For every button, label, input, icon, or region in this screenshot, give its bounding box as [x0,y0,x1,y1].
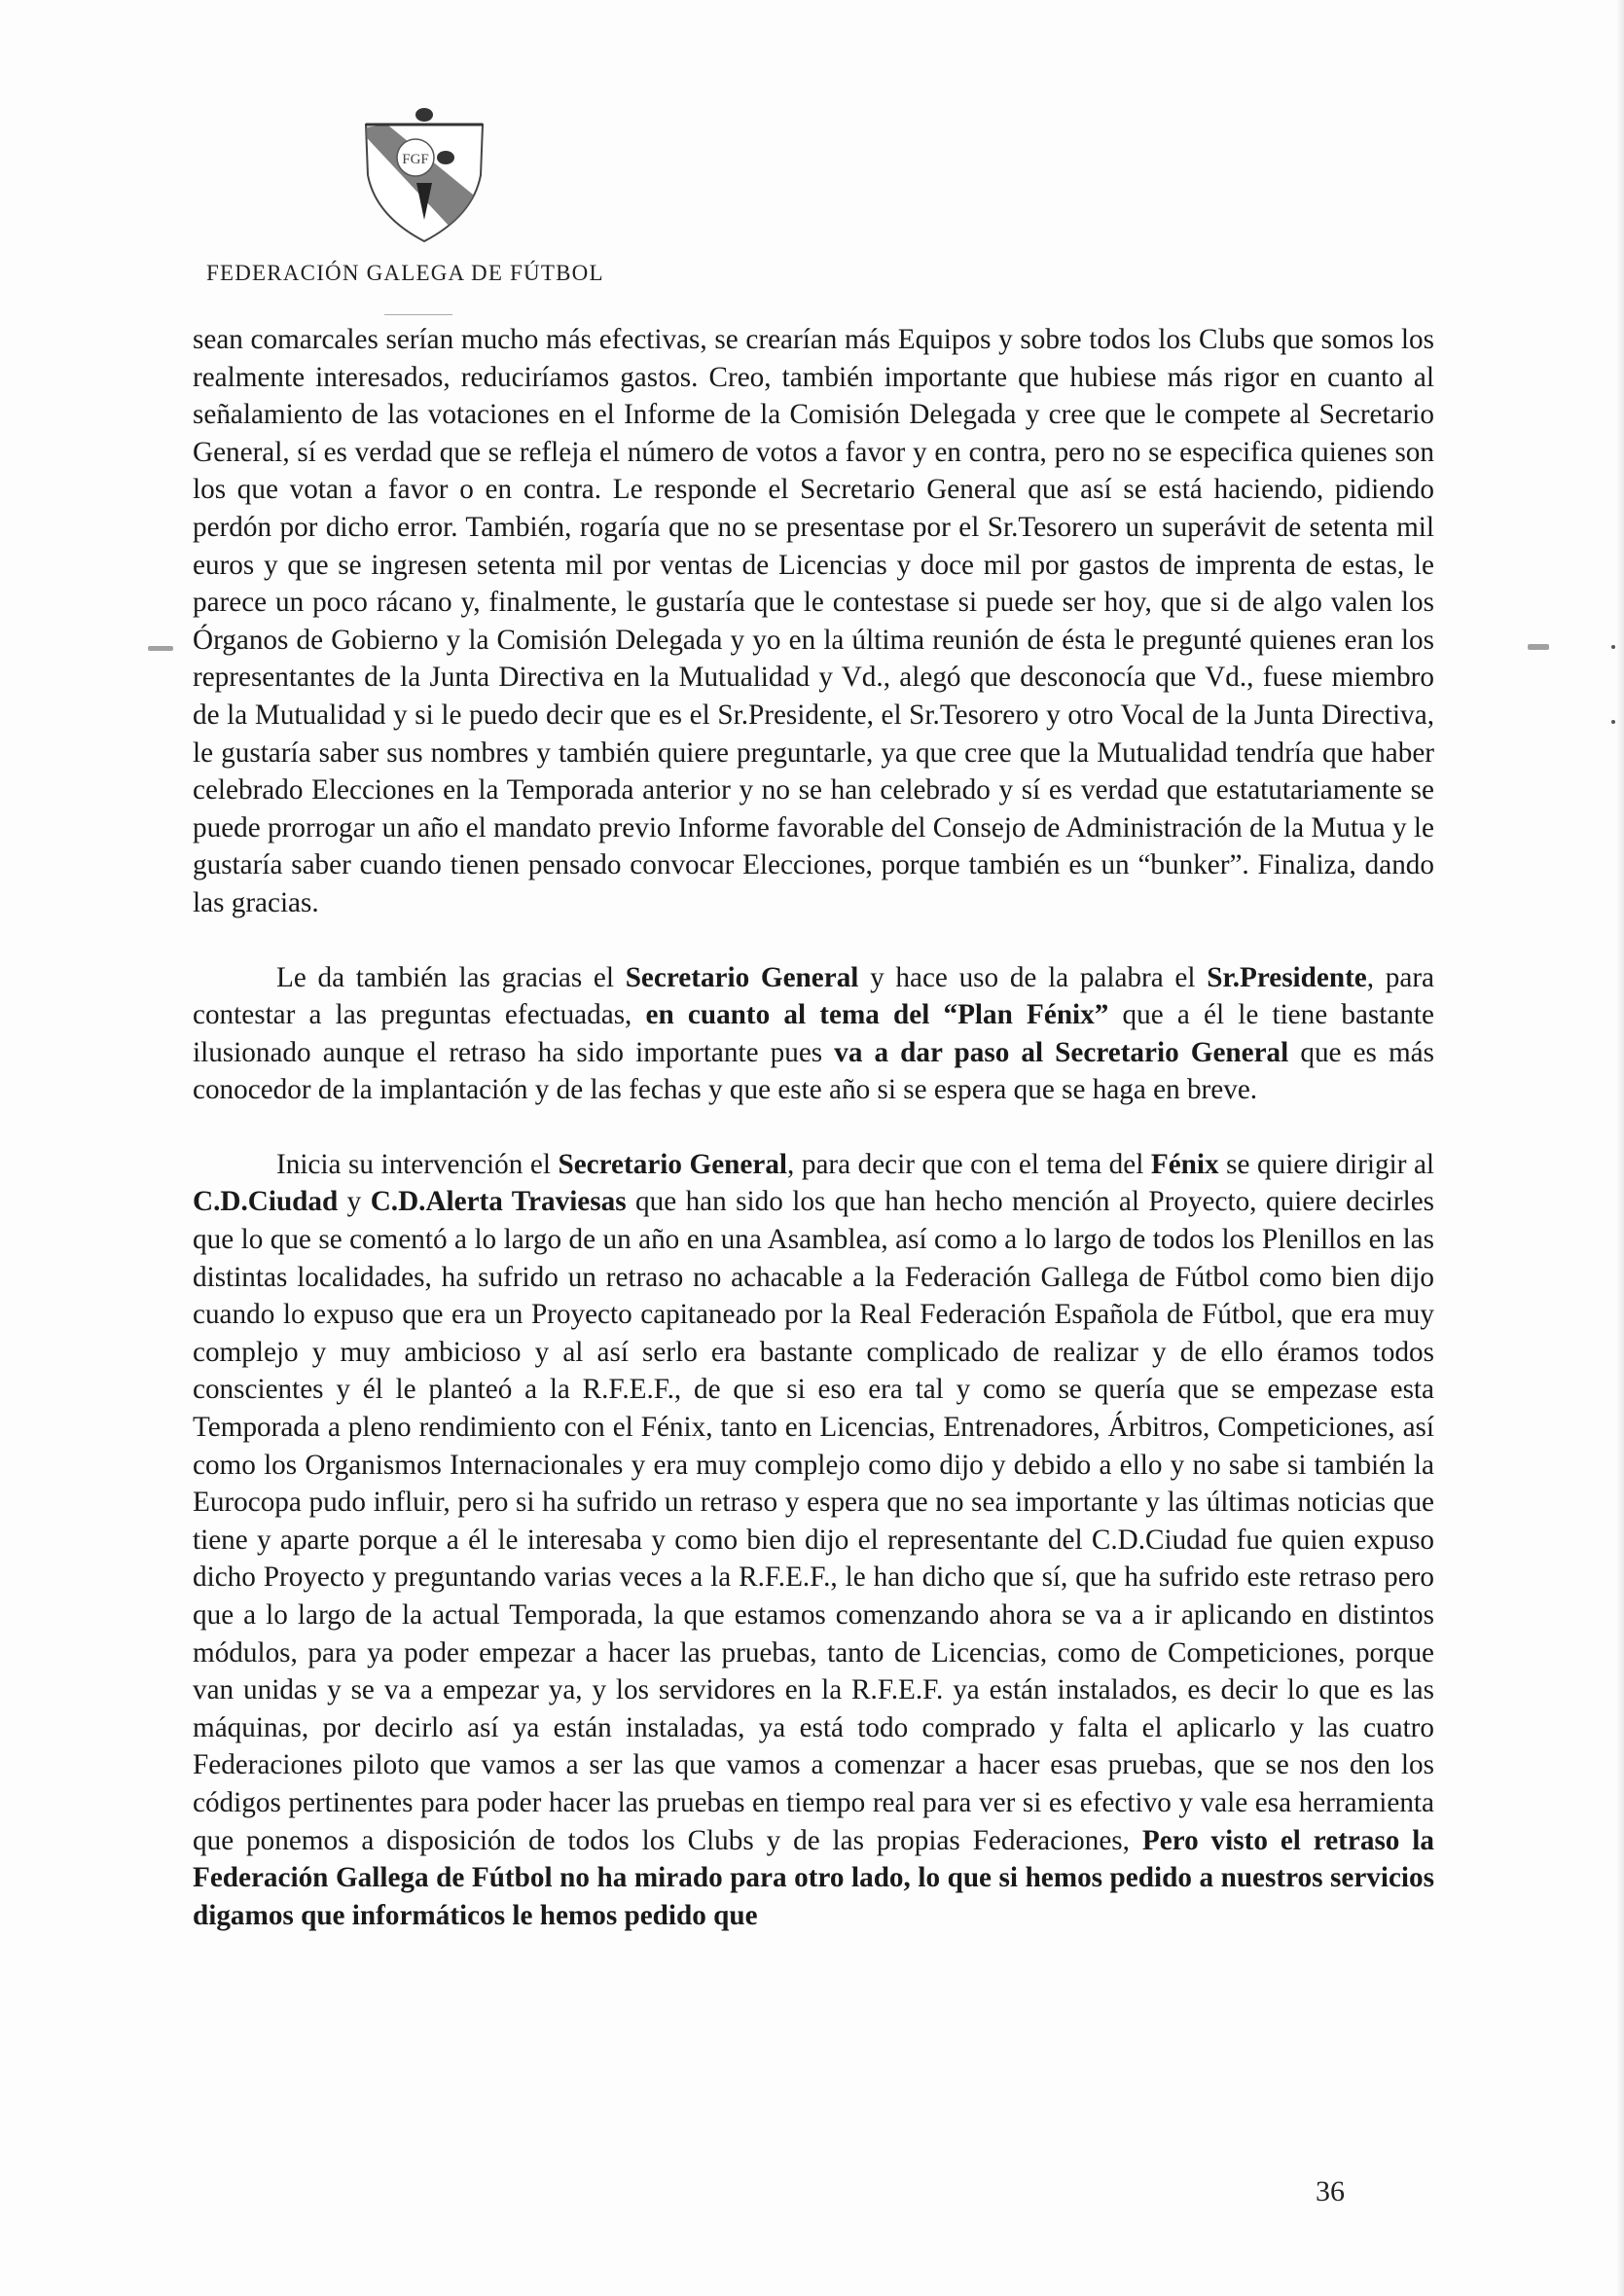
bold-text-run: Secretario General [625,961,859,993]
scan-edge-shadow [1616,0,1624,2296]
scan-speck [1611,720,1615,724]
text-run: que a él le tiene bastante ilusionado aunque el retraso ha sido importante pues [193,999,1434,1068]
bold-text-run: C.D.Ciudad [193,1186,339,1218]
scan-speck [1611,645,1615,649]
text-run: y hace uso de la palabra el [858,961,1208,993]
scan-speck [1528,644,1549,650]
paragraph [193,1146,1434,1934]
bold-text-run: va a dar paso al Secretario General [834,1036,1289,1068]
organization-name: FEDERACIÓN GALEGA DE FÚTBOL [206,261,604,285]
logo-monogram: FGF [402,152,429,167]
scan-speck [148,646,173,651]
bold-text-run: Pero visto el retraso la Federación Gallega de Fútbol no ha mirado para otro lado, lo que si hemos pedido a nuestros servicios digamos que informáticos le hemos pedido que [193,1824,1434,1931]
document-body [193,321,1434,1934]
bold-text-run: en cuanto al tema del “Plan Fénix” [645,999,1109,1031]
page-number: 36 [1316,2175,1345,2207]
bold-text-run: C.D.Alerta Traviesas [370,1186,627,1218]
text-run: , para decir que con el tema del [787,1148,1151,1180]
bold-text-run: Sr.Presidente [1207,961,1367,993]
text-run: se quiere dirigir al [1218,1148,1435,1180]
text-run: sean comarcales serían mucho más efectivas, se crearían más Equipos y sobre todos los Clubs que somos los realmente interesados, reduciríamos gastos. Creo, también importante que hubiese más rigor en cuanto al señalamiento de las votaciones en el Informe de la Comisión Delegada y cree que le compete al Secretario General, sí es verdad que se refleja el número de votos a favor y en contra, pero no se especifica quienes son los que votan a favor o en contra. Le responde el Secretario General que así se está haciendo, pidiendo perdón por dicho error. También, rogaría que no se presentase por el Sr.Tesorero un superávit de setenta mil euros y que se ingresen setenta mil por ventas de Licencias y doce mil por gastos de imprenta de estas, le parece un poco rácano y, finalmente, le gustaría que le contestase si puede ser hoy, que si de algo valen los Órganos de Gobierno y la Comisión Delegada y yo en la última reunión de ésta le pregunté quienes eran los representantes de la Junta Directiva en la Mutualidad y Vd., alegó que desconocía que Vd., fuese miembro de la Mutualidad y si le puedo decir que es el Sr.Presidente, el Sr.Tesorero y otro Vocal de la Junta Directiva, le gustaría saber sus nombres y también quiere preguntarle, ya que cree que la Mutualidad tendría que haber celebrado Elecciones en la Temporada anterior y no se han celebrado y sí es verdad que estatutariamente se puede prorrogar un año el mandato previo Informe favorable del Consejo de Administración de la Mutua y le gustaría saber cuando tienen pensado convocar Elecciones, porque también es un “bunker”. Finaliza, dando las gracias. [193,324,1434,918]
text-run: que es más conocedor de la implantación y de las fechas y que este año si se espera que se haga en breve. [193,1036,1434,1106]
text-run: y [338,1186,371,1218]
paragraph [193,959,1434,1109]
header-divider [384,314,452,315]
text-run: , para contestar a las preguntas efectuadas, [193,961,1434,1031]
bold-text-run: Fénix [1150,1148,1219,1180]
bold-text-run: Secretario General [558,1148,788,1180]
federation-logo [358,107,490,243]
text-run: Le da también las gracias el [276,961,626,993]
shield-crest-icon [358,107,490,243]
paragraph [193,321,1434,922]
text-run: Inicia su intervención el [276,1148,559,1180]
text-run: que han sido los que han hecho mención al Proyecto, quiere decirles que lo que se comentó a lo largo de un año en una Asamblea, así como a lo largo de todos los Plenillos en las distintas localidades, ha sufrido un retraso no achacable a la Federación Gallega de Fútbol como bien dijo cuando lo expuso que era un Proyecto capitaneado por la Real Federación Española de Fútbol, que era muy complejo y muy ambicioso y al así serlo era bastante complicado de realizar y de ello éramos todos conscientes y él le planteó a la R.F.E.F., de que si eso era tal y como se quería que se empezase esta Temporada a pleno rendimiento con el Fénix, tanto en Licencias, Entrenadores, Árbitros, Competiciones, así como los Organismos Internacionales y era muy complejo como dijo y debido a ello y no sabe si también la Eurocopa pudo influir, pero si ha sufrido un retraso y espera que no sea importante y las últimas noticias que tiene y aparte porque a él le interesaba y como bien dijo el representante del C.D.Ciudad fue quien expuso dicho Proyecto y preguntando varias veces a la R.F.E.F., le han dicho que sí, que ha sufrido este retraso pero que a lo largo de la actual Temporada, la que estamos comenzando ahora se va a ir aplicando en distintos módulos, para ya poder empezar a hacer las pruebas, tanto de Licencias, como de Competiciones, porque van unidas y se va a empezar ya, y los servidores en la R.F.E.F. ya están instalados, es decir lo que es las máquinas, por decirlo así ya están instaladas, ya está todo comprado y falta el aplicarlo y las cuatro Federaciones piloto que vamos a ser las que vamos a comenzar a hacer esas pruebas, que se nos den los códigos pertinentes para poder hacer las pruebas en tiempo real para ver si es efectivo y vale esa herramienta que ponemos a disposición de todos los Clubs y de las propias Federaciones, [193,1186,1435,1856]
